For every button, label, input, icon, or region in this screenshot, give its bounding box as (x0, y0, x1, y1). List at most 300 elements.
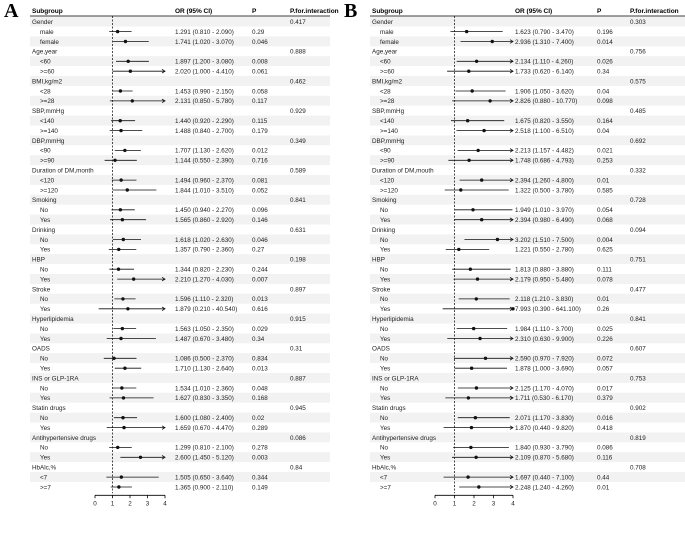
p-interaction-value: 0.198 (290, 256, 306, 264)
or-ci-text: 2.109 (0.870 - 5.680) (515, 454, 574, 462)
group-label: Statin drugs (32, 405, 66, 413)
p-interaction-value: 0.094 (630, 226, 646, 234)
p-value: 0.072 (597, 355, 613, 363)
group-label: Statin drugs (372, 405, 406, 413)
subgroup-label: <7 (380, 474, 388, 482)
or-ci-text: 1.627 (0.830 - 3.350) (175, 395, 234, 403)
row-band (30, 135, 330, 145)
forest-plot-b (340, 0, 685, 537)
p-value: 0.046 (252, 38, 268, 46)
header-or-ci: OR (95% CI) (175, 8, 213, 15)
subgroup-label: male (380, 28, 394, 36)
or-ci-text: 1.618 (1.020 - 2.630) (175, 236, 234, 244)
or-point (119, 89, 122, 92)
or-point (124, 40, 127, 43)
or-ci-text: 2.394 (1.260 - 4.800) (515, 177, 574, 185)
p-interaction-value: 0.902 (630, 405, 646, 413)
subgroup-label: No (380, 236, 389, 244)
or-point (484, 357, 487, 360)
or-ci-text: 1.984 (1.110 - 3.700) (515, 325, 574, 333)
row-band (30, 195, 330, 205)
p-value: 0.061 (252, 68, 268, 76)
or-point (117, 248, 120, 251)
p-value: 0.244 (252, 266, 268, 274)
subgroup-label: >=90 (40, 157, 55, 165)
header-p-interaction: P.for.interaction (630, 8, 679, 15)
subgroup-label: <90 (380, 147, 391, 155)
p-interaction-value: 0.897 (290, 286, 306, 294)
p-interaction-value: 0.692 (630, 137, 646, 145)
group-label: HBP (32, 256, 45, 264)
or-point (480, 178, 483, 181)
or-ci-text: 1.906 (1.050 - 3.620) (515, 88, 574, 96)
or-point (466, 119, 469, 122)
or-ci-text: 1.221 (0.550 - 2.780) (515, 246, 574, 254)
or-ci-text: 1.879 (0.210 - 40.540) (175, 306, 238, 314)
p-value: 0.008 (252, 58, 268, 66)
or-point (117, 485, 120, 488)
p-interaction-value: 0.915 (290, 316, 306, 323)
subgroup-label: Yes (380, 217, 391, 224)
group-label: Stroke (32, 286, 51, 294)
p-value: 0.289 (252, 424, 268, 432)
or-ci-text: 1.086 (0.500 - 2.370) (175, 355, 234, 363)
p-value: 0.278 (252, 444, 268, 452)
subgroup-label: Yes (380, 246, 391, 254)
or-point (491, 40, 494, 43)
group-label: BMI,kg/m2 (372, 78, 403, 86)
p-value: 0.098 (597, 98, 613, 106)
p-value: 0.585 (597, 187, 613, 195)
p-value: 0.26 (597, 306, 610, 314)
or-point (119, 129, 122, 132)
or-ci-text: 1.733 (0.620 - 6.140) (515, 68, 574, 76)
or-point (121, 297, 124, 300)
p-interaction-value: 0.751 (630, 256, 646, 264)
or-point (469, 268, 472, 271)
or-point (126, 188, 129, 191)
p-value: 0.096 (252, 207, 268, 215)
p-value: 0.418 (597, 424, 613, 432)
or-ci-text: 1.675 (0.820 - 3.550) (515, 118, 574, 125)
p-value: 0.029 (252, 325, 268, 333)
or-point (121, 416, 124, 419)
x-tick-label: 3 (145, 500, 150, 508)
group-label: Age,year (32, 48, 58, 56)
p-interaction-value: 0.575 (630, 78, 646, 86)
p-value: 0.078 (597, 276, 613, 284)
p-value: 0.01 (597, 484, 610, 492)
group-label: Drinking (32, 226, 56, 234)
p-interaction-value: 0.84 (290, 464, 303, 472)
p-interaction-value: 0.753 (630, 375, 646, 383)
or-point (132, 277, 135, 280)
or-ci-text: 2.020 (1.000 - 4.410) (175, 68, 234, 76)
subgroup-label: >=28 (40, 98, 55, 106)
p-interaction-value: 0.888 (290, 48, 306, 56)
group-label: HbAlc,% (372, 464, 397, 472)
x-tick-label: 4 (163, 500, 167, 508)
or-ci-text: 1.600 (1.080 - 2.400) (175, 415, 234, 422)
or-ci-text: 1.563 (1.050 - 2.350) (175, 325, 234, 333)
subgroup-label: No (380, 415, 389, 422)
or-point (475, 386, 478, 389)
p-interaction-value: 0.756 (630, 48, 646, 56)
or-ci-text: 2.118 (1.210 - 3.830) (515, 296, 574, 304)
or-point (123, 367, 126, 370)
p-value: 0.004 (597, 236, 613, 244)
or-point (465, 30, 468, 33)
p-value: 0.115 (252, 118, 268, 125)
or-ci-text: 1.487 (0.670 - 3.480) (175, 335, 234, 343)
group-label: Antihypertensive drugs (372, 434, 437, 442)
header-p: P (597, 8, 602, 15)
subgroup-label: Yes (40, 217, 51, 224)
subgroup-label: Yes (380, 306, 391, 314)
p-value: 0.01 (597, 177, 610, 185)
subgroup-label: Yes (40, 424, 51, 432)
x-tick-label: 0 (433, 500, 437, 508)
p-value: 0.081 (252, 177, 268, 185)
p-value: 0.379 (597, 395, 613, 403)
group-label: Antihypertensive drugs (32, 434, 97, 442)
group-label: Stroke (372, 286, 391, 294)
subgroup-label: Yes (40, 276, 51, 284)
or-ci-text: 2.936 (1.310 - 7.400) (515, 38, 574, 46)
subgroup-label: No (380, 207, 389, 215)
x-tick-label: 1 (110, 500, 115, 508)
subgroup-label: <90 (40, 147, 51, 155)
p-interaction-value: 0.477 (630, 286, 646, 294)
or-ci-text: 1.453 (0.990 - 2.150) (175, 88, 234, 96)
header-or-ci: OR (95% CI) (515, 8, 553, 15)
or-point (476, 149, 479, 152)
p-value: 0.111 (597, 266, 612, 274)
group-label: OADS (372, 345, 390, 353)
p-interaction-value: 0.887 (290, 375, 306, 383)
or-point (119, 337, 122, 340)
subgroup-label: Yes (40, 306, 51, 314)
or-ci-text: 1.596 (1.110 - 2.320) (175, 296, 234, 304)
panel-letter-a: A (4, 0, 19, 22)
or-point (480, 218, 483, 221)
p-interaction-value: 0.485 (630, 108, 646, 116)
header-p: P (252, 8, 257, 15)
or-point (126, 307, 129, 310)
p-interaction-value: 0.31 (290, 345, 303, 353)
or-point (112, 357, 115, 360)
group-label: Hyperlipidemia (32, 316, 74, 323)
or-ci-text: 7.993 (0.390 - 641.100) (515, 306, 581, 314)
or-point (116, 446, 119, 449)
or-point (511, 307, 514, 310)
or-point (466, 475, 469, 478)
subgroup-label: >=60 (380, 68, 395, 76)
subgroup-label: No (380, 355, 389, 363)
x-tick-label: 0 (93, 500, 97, 508)
or-point (470, 426, 473, 429)
subgroup-label: >=120 (380, 187, 398, 195)
subgroup-label: <60 (380, 58, 391, 66)
or-point (131, 99, 134, 102)
subgroup-label: <140 (40, 118, 55, 125)
subgroup-label: >=140 (380, 127, 398, 135)
subgroup-label: No (40, 355, 49, 363)
p-interaction-value: 0.349 (290, 137, 306, 145)
or-point (469, 446, 472, 449)
or-point (113, 159, 116, 162)
or-point (126, 60, 129, 63)
group-label: HbAlc,% (32, 464, 57, 472)
or-point (467, 159, 470, 162)
or-point (475, 297, 478, 300)
or-ci-text: 3.202 (1.510 - 7.500) (515, 236, 574, 244)
subgroup-label: >=140 (40, 127, 58, 135)
subgroup-label: No (380, 325, 389, 333)
or-point (120, 475, 123, 478)
or-point (139, 456, 142, 459)
p-value: 0.026 (597, 58, 613, 66)
subgroup-label: Yes (380, 454, 391, 462)
subgroup-label: No (40, 385, 49, 393)
subgroup-label: Yes (40, 395, 51, 403)
p-value: 0.253 (597, 157, 613, 165)
group-label: INS or GLP-1RA (372, 375, 419, 383)
subgroup-label: No (380, 444, 389, 452)
subgroup-label: <7 (40, 474, 48, 482)
group-label: Hyperlipidemia (372, 316, 414, 323)
or-ci-text: 2.071 (1.170 - 3.830) (515, 415, 574, 422)
or-point (467, 396, 470, 399)
or-ci-text: 2.310 (0.630 - 9.900) (515, 335, 574, 343)
p-value: 0.04 (597, 127, 610, 135)
or-ci-text: 1.949 (1.010 - 3.970) (515, 207, 574, 215)
p-value: 0.149 (252, 484, 268, 492)
p-value: 0.021 (597, 147, 613, 155)
subgroup-label: No (40, 325, 49, 333)
subgroup-label: No (380, 266, 389, 274)
or-ci-text: 1.844 (1.010 - 3.510) (175, 187, 234, 195)
or-point (120, 386, 123, 389)
p-value: 0.057 (597, 365, 613, 373)
p-interaction-value: 0.462 (290, 78, 306, 86)
or-point (123, 149, 126, 152)
p-value: 0.086 (597, 444, 613, 452)
or-ci-text: 1.741 (1.020 - 3.070) (175, 38, 234, 46)
header-subgroup: Subgroup (32, 8, 63, 15)
group-label: Smoking (32, 197, 57, 205)
p-value: 0.058 (252, 88, 268, 96)
p-interaction-value: 0.841 (290, 197, 306, 205)
p-value: 0.116 (597, 454, 613, 462)
group-label: DBP,mmHg (32, 137, 65, 145)
p-value: 0.017 (597, 385, 613, 393)
x-tick-label: 2 (472, 500, 476, 508)
or-ci-text: 1.897 (1.200 - 3.080) (175, 58, 234, 66)
p-value: 0.146 (252, 217, 268, 224)
p-value: 0.117 (252, 98, 268, 106)
or-ci-text: 1.488 (0.840 - 2.700) (175, 127, 234, 135)
or-ci-text: 1.291 (0.810 - 2.090) (175, 28, 234, 36)
or-ci-text: 1.505 (0.650 - 3.640) (175, 474, 234, 482)
or-ci-text: 1.357 (0.790 - 2.360) (175, 246, 234, 254)
p-interaction-value: 0.945 (290, 405, 306, 413)
subgroup-label: No (380, 385, 389, 393)
subgroup-label: >=120 (40, 187, 58, 195)
subgroup-label: >=7 (380, 484, 391, 492)
or-ci-text: 1.322 (0.500 - 3.780) (515, 187, 574, 195)
p-value: 0.164 (597, 118, 613, 125)
or-point (129, 70, 132, 73)
or-point (116, 30, 119, 33)
subgroup-label: >=28 (380, 98, 395, 106)
or-point (482, 129, 485, 132)
group-label: HBP (372, 256, 385, 264)
subgroup-label: No (40, 266, 49, 274)
subgroup-label: Yes (40, 246, 51, 254)
or-point (122, 426, 125, 429)
or-ci-text: 1.870 (0.440 - 9.820) (515, 424, 574, 432)
panel-letter-b: B (344, 0, 358, 22)
subgroup-label: No (40, 444, 49, 452)
or-point (478, 337, 481, 340)
or-point (488, 99, 491, 102)
or-point (470, 367, 473, 370)
subgroup-label: >=60 (40, 68, 55, 76)
subgroup-label: <140 (380, 118, 395, 125)
or-point (119, 119, 122, 122)
subgroup-label: No (40, 415, 49, 422)
p-value: 0.168 (252, 395, 268, 403)
or-ci-text: 1.813 (0.880 - 3.880) (515, 266, 574, 274)
group-label: INS or GLP-1RA (32, 375, 79, 383)
row-band (30, 17, 330, 27)
p-value: 0.34 (252, 335, 265, 343)
p-value: 0.616 (252, 306, 268, 314)
or-point (472, 327, 475, 330)
or-ci-text: 2.248 (1.240 - 4.260) (515, 484, 574, 492)
or-ci-text: 1.565 (0.860 - 2.920) (175, 217, 234, 224)
p-value: 0.048 (252, 385, 268, 393)
or-ci-text: 2.134 (1.110 - 4.260) (515, 58, 574, 66)
p-interaction-value: 0.708 (630, 464, 646, 472)
subgroup-label: Yes (40, 335, 51, 343)
x-tick-label: 1 (452, 500, 457, 508)
or-ci-text: 2.518 (1.100 - 6.510) (515, 127, 574, 135)
or-point (470, 89, 473, 92)
p-value: 0.013 (252, 365, 268, 373)
or-ci-text: 2.210 (1.270 - 4.030) (175, 276, 234, 284)
or-ci-text: 2.394 (0.980 - 6.490) (515, 217, 574, 224)
p-value: 0.716 (252, 157, 268, 165)
group-label: Duration of DM,mouth (372, 167, 434, 175)
p-value: 0.014 (597, 38, 613, 46)
or-ci-text: 2.179 (0.950 - 5.480) (515, 276, 574, 284)
or-point (117, 268, 120, 271)
or-ci-text: 1.344 (0.820 - 2.230) (175, 266, 234, 274)
row-band (30, 76, 330, 86)
or-ci-text: 1.710 (1.130 - 2.640) (175, 365, 234, 373)
header-subgroup: Subgroup (372, 8, 403, 15)
or-ci-text: 1.534 (1.010 - 2.360) (175, 385, 234, 393)
subgroup-label: female (40, 38, 59, 46)
p-value: 0.29 (252, 28, 265, 36)
subgroup-label: >=90 (380, 157, 395, 165)
group-label: Gender (32, 19, 54, 26)
p-interaction-value: 0.303 (630, 19, 646, 26)
group-label: DBP,mmHg (372, 137, 405, 145)
p-value: 0.01 (597, 296, 610, 304)
or-point (471, 208, 474, 211)
p-interaction-value: 0.631 (290, 226, 306, 234)
p-value: 0.012 (252, 147, 268, 155)
group-label: Gender (372, 19, 394, 26)
p-value: 0.625 (597, 246, 613, 254)
or-ci-text: 1.711 (0.530 - 6.170) (515, 395, 574, 403)
subgroup-label: Yes (380, 276, 391, 284)
p-interaction-value: 0.929 (290, 108, 306, 116)
p-value: 0.054 (597, 207, 613, 215)
or-ci-text: 1.450 (0.940 - 2.270) (175, 207, 234, 215)
or-point (474, 456, 477, 459)
header-p-interaction: P.for.interaction (290, 8, 339, 15)
p-value: 0.179 (252, 127, 268, 135)
subgroup-label: <28 (40, 88, 51, 96)
x-tick-label: 2 (128, 500, 132, 508)
p-interaction-value: 0.589 (290, 167, 306, 175)
p-value: 0.226 (597, 335, 613, 343)
p-value: 0.44 (597, 474, 610, 482)
or-ci-text: 1.365 (0.900 - 2.110) (175, 484, 234, 492)
subgroup-label: Yes (380, 424, 391, 432)
row-band (30, 254, 330, 264)
subgroup-label: male (40, 28, 54, 36)
or-point (119, 208, 122, 211)
subgroup-label: No (40, 236, 49, 244)
or-point (475, 60, 478, 63)
or-ci-text: 2.125 (1.170 - 4.070) (515, 385, 574, 393)
p-interaction-value: 0.417 (290, 19, 306, 26)
or-point (467, 70, 470, 73)
p-interaction-value: 0.086 (290, 434, 306, 442)
subgroup-label: No (40, 207, 49, 215)
or-ci-text: 1.748 (0.686 - 4.793) (515, 157, 574, 165)
p-value: 0.834 (252, 355, 268, 363)
or-point (121, 218, 124, 221)
p-value: 0.344 (252, 474, 268, 482)
subgroup-label: No (40, 296, 49, 304)
p-value: 0.016 (597, 415, 613, 422)
or-ci-text: 2.590 (0.970 - 7.920) (515, 355, 574, 363)
p-value: 0.196 (597, 28, 613, 36)
or-ci-text: 1.707 (1.130 - 2.620) (175, 147, 234, 155)
subgroup-label: Yes (40, 365, 51, 373)
p-interaction-value: 0.607 (630, 345, 646, 353)
p-interaction-value: 0.728 (630, 197, 646, 205)
or-point (121, 327, 124, 330)
group-label: Age,year (372, 48, 398, 56)
subgroup-label: Yes (380, 335, 391, 343)
or-point (119, 178, 122, 181)
or-point (122, 396, 125, 399)
or-ci-text: 1.878 (1.000 - 3.690) (515, 365, 574, 373)
p-value: 0.013 (252, 296, 268, 304)
or-point (474, 416, 477, 419)
or-ci-text: 2.600 (1.450 - 5.120) (175, 454, 234, 462)
subgroup-label: <120 (40, 177, 55, 185)
subgroup-label: Yes (380, 365, 391, 373)
or-point (477, 485, 480, 488)
